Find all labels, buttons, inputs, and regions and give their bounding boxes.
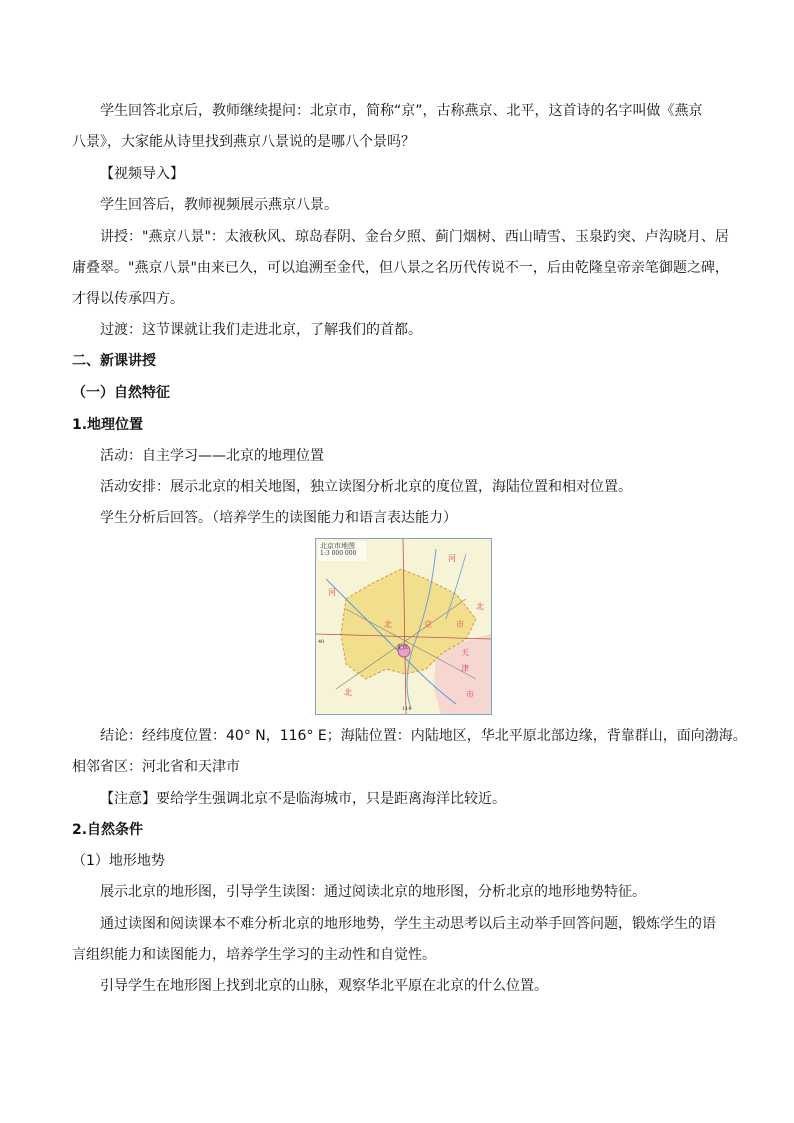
lecture-line-3: 才得以传承四方。 [72, 291, 184, 307]
activity-arrangement: 活动安排：展示北京的相关地图，独立读图分析北京的度位置，海陆位置和相对位置。 [100, 479, 632, 495]
terrain-paragraph-2-line-1: 通过读图和阅读课本不难分析北京的地形地势，学生主动思考以后主动举手回答问题，锻炼学生的语 [100, 916, 716, 932]
map-label-bei-bottom: 北 [344, 688, 352, 697]
map-label-he-top: 河 [448, 554, 456, 563]
map-label-jing: 京 [424, 620, 432, 629]
map-label-beijing-city: 北京 [396, 644, 409, 651]
map-label-bei: 北 [384, 620, 392, 629]
lecture-line-2: 庸叠翠。"燕京八景"由来已久，可以追溯至金代，但八景之名历代传说不一，后由乾隆皇帝亲笔御题之碑， [72, 260, 729, 276]
map-label-shi-2: 市 [466, 690, 474, 699]
activity-text: 活动：自主学习——北京的地理位置 [100, 448, 324, 464]
map-label-tian: 天 [461, 648, 469, 657]
map-scale: 1:3 000 000 [320, 550, 357, 557]
section-heading-new-lesson: 二、新课讲授 [72, 353, 156, 369]
terrain-paragraph-1: 展示北京的地形图，引导学生读图：通过阅读北京的地形图，分析北京的地形地势特征。 [100, 884, 646, 900]
conclusion-line-1: 结论：经纬度位置：40° N，116° E；海陆位置：内陆地区，华北平原北部边缘，背靠群山，面向渤海。 [100, 728, 747, 744]
terrain-heading: （1）地形地势 [72, 853, 165, 869]
intro-line-2: 八景》，大家能从诗里找到燕京八景说的是哪八个景吗？ [72, 134, 415, 150]
lecture-line-1: 讲授："燕京八景"：太液秋风、琼岛春阴、金台夕照、蓟门烟树、西山晴雪、玉泉趵突、卢沟晓月、居 [100, 229, 729, 245]
map-label-jin: 津 [461, 664, 469, 673]
map-label-bei-right: 北 [476, 602, 484, 611]
terrain-paragraph-3: 引导学生在地形图上找到北京的山脉，观察华北平原在北京的什么位置。 [100, 978, 548, 994]
video-text: 学生回答后，教师视频展示燕京八景。 [100, 197, 338, 213]
conclusion-line-2: 相邻省区：河北省和天津市 [72, 759, 240, 775]
beijing-map-image [315, 538, 492, 715]
terrain-paragraph-2-line-2: 言组织能力和读图能力，培养学生学习的主动性和自觉性。 [72, 947, 436, 963]
map-label-shi: 市 [456, 620, 464, 629]
student-answer-text: 学生分析后回答。（培养学生的读图能力和语言表达能力） [100, 510, 457, 526]
subsection-heading-natural: （一）自然特征 [72, 385, 170, 401]
intro-line-1: 学生回答北京后，教师继续提问：北京市，简称“京”，古称燕京、北平，这首诗的名字叫做《燕京 [100, 103, 703, 119]
note-text: 【注意】要给学生强调北京不是临海城市，只是距离海洋比较近。 [100, 791, 506, 807]
map-label-lat: 40 [318, 639, 325, 645]
video-heading: 【视频导入】 [100, 166, 184, 182]
map-title: 北京市地图 [320, 542, 355, 550]
map-label-lon: 116 [402, 706, 412, 712]
heading-natural-conditions: 2.自然条件 [72, 822, 144, 838]
map-graphic [316, 539, 491, 714]
heading-geographic-location: 1.地理位置 [72, 417, 144, 433]
map-label-he-left: 河 [328, 588, 336, 597]
transition-text: 过渡：这节课就让我们走进北京，了解我们的首都。 [100, 322, 422, 338]
